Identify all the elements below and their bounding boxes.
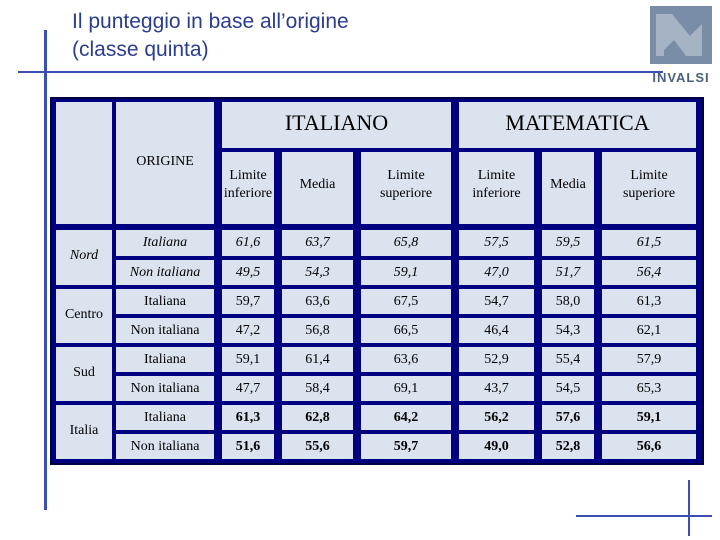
- value-cell: [602, 230, 696, 256]
- group-header-matematica: [459, 102, 696, 148]
- value-text: 56,8: [305, 323, 330, 338]
- value-text: 55,4: [555, 352, 581, 367]
- region-name: Sud: [73, 365, 95, 380]
- origin-cell: [116, 376, 214, 401]
- value-cell: [282, 376, 353, 401]
- value-cell: [542, 376, 594, 401]
- value-cell: [282, 347, 353, 372]
- value-cell: [282, 289, 353, 314]
- title-line-1: Il punteggio in base all’origine: [72, 10, 349, 33]
- value-text: 59,7: [235, 294, 261, 309]
- col-header-line1: Media: [550, 177, 586, 192]
- value-cell: [542, 347, 594, 372]
- value-text: 59,5: [555, 235, 581, 250]
- value-cell: [602, 347, 696, 372]
- origin-cell: [116, 405, 214, 430]
- value-text: 54,3: [305, 265, 330, 280]
- col-header-line1: Limite: [229, 168, 267, 183]
- origin-label: Italiana: [144, 294, 186, 309]
- col-header-2: [361, 152, 451, 224]
- origin-label: Italiana: [144, 410, 186, 425]
- region-cell-nord: [56, 230, 112, 285]
- value-cell: [542, 405, 594, 430]
- value-text: 54,5: [555, 381, 581, 396]
- value-cell: [282, 405, 353, 430]
- col-header-1: [282, 152, 353, 224]
- value-cell: [222, 260, 274, 285]
- value-text: 56,2: [484, 410, 509, 425]
- value-text: 55,6: [305, 439, 330, 454]
- value-cell: [282, 318, 353, 343]
- region-cell-centro: [56, 289, 112, 343]
- value-cell: [361, 230, 451, 256]
- value-text: 61,4: [305, 352, 330, 367]
- value-cell: [542, 289, 594, 314]
- divider-vertical-left: [44, 30, 47, 510]
- col-header-5: [602, 152, 696, 224]
- value-cell: [361, 434, 451, 459]
- corner-cell: [56, 102, 112, 224]
- value-text: 49,5: [235, 265, 261, 280]
- value-cell: [222, 347, 274, 372]
- origin-cell: [116, 434, 214, 459]
- value-cell: [459, 434, 534, 459]
- value-text: 59,7: [393, 439, 419, 454]
- value-text: 59,1: [235, 352, 261, 367]
- value-text: 69,1: [393, 381, 419, 396]
- origin-cell: [116, 230, 214, 256]
- value-cell: [542, 230, 594, 256]
- value-text: 51,6: [235, 439, 261, 454]
- value-text: 47,0: [484, 265, 509, 280]
- value-text: 51,7: [555, 265, 581, 280]
- value-cell: [602, 434, 696, 459]
- value-text: 59,1: [393, 265, 419, 280]
- value-text: 59,1: [636, 410, 662, 425]
- col-header-line1: Media: [299, 177, 336, 192]
- value-cell: [542, 318, 594, 343]
- origin-header: [116, 102, 214, 224]
- value-text: 58,4: [305, 381, 330, 396]
- value-cell: [602, 376, 696, 401]
- col-header-3: [459, 152, 534, 224]
- value-cell: [222, 405, 274, 430]
- value-text: 56,4: [636, 265, 662, 280]
- value-cell: [361, 260, 451, 285]
- value-cell: [361, 405, 451, 430]
- origin-label: Non italiana: [130, 439, 200, 454]
- value-text: 61,5: [636, 235, 662, 250]
- value-text: 61,3: [636, 294, 662, 309]
- value-text: 58,0: [555, 294, 581, 309]
- value-cell: [542, 434, 594, 459]
- value-text: 54,7: [484, 294, 509, 309]
- value-text: 57,5: [484, 235, 509, 250]
- value-text: 62,8: [305, 410, 330, 425]
- value-text: 57,6: [555, 410, 581, 425]
- divider-horizontal-bottom-right: [576, 515, 712, 517]
- value-text: 47,7: [235, 381, 261, 396]
- invalsi-logo: [650, 6, 712, 92]
- value-text: 56,6: [636, 439, 662, 454]
- score-table: [50, 97, 704, 465]
- value-cell: [459, 347, 534, 372]
- value-cell: [361, 289, 451, 314]
- value-cell: [459, 376, 534, 401]
- value-cell: [282, 434, 353, 459]
- origin-label: Italiana: [142, 235, 188, 250]
- group-header-italiano: [222, 102, 451, 148]
- origin-cell: [116, 289, 214, 314]
- value-cell: [361, 347, 451, 372]
- origin-label: Non italiana: [130, 323, 200, 338]
- value-text: 66,5: [393, 323, 419, 338]
- group-header-label: ITALIANO: [284, 110, 389, 135]
- group-header-label: MATEMATICA: [505, 110, 650, 135]
- region-cell-sud: [56, 347, 112, 401]
- value-cell: [602, 260, 696, 285]
- value-text: 46,4: [484, 323, 509, 338]
- origin-label: Italiana: [144, 352, 186, 367]
- col-header-line2: inferiore: [472, 186, 521, 201]
- value-text: 61,3: [235, 410, 261, 425]
- value-text: 49,0: [484, 439, 509, 454]
- value-text: 54,3: [555, 323, 581, 338]
- value-text: 43,7: [484, 381, 509, 396]
- value-cell: [222, 434, 274, 459]
- value-text: 57,9: [636, 352, 662, 367]
- value-text: 61,6: [235, 235, 261, 250]
- logo-text: INVALSI: [652, 70, 710, 85]
- value-cell: [222, 376, 274, 401]
- value-text: 52,8: [555, 439, 581, 454]
- value-cell: [459, 405, 534, 430]
- divider-horizontal-top: [18, 71, 663, 73]
- value-cell: [222, 230, 274, 256]
- region-name: Centro: [64, 307, 104, 322]
- value-cell: [459, 289, 534, 314]
- value-text: 64,2: [393, 410, 419, 425]
- value-text: 63,7: [305, 235, 330, 250]
- value-text: 62,1: [636, 323, 662, 338]
- col-header-0: [222, 152, 274, 224]
- value-text: 63,6: [305, 294, 330, 309]
- value-cell: [602, 318, 696, 343]
- value-text: 47,2: [235, 323, 261, 338]
- value-text: 65,8: [393, 235, 419, 250]
- value-cell: [361, 376, 451, 401]
- value-cell: [602, 405, 696, 430]
- value-text: 52,9: [484, 352, 509, 367]
- value-cell: [222, 289, 274, 314]
- value-text: 67,5: [393, 294, 419, 309]
- region-name: Italia: [69, 423, 99, 438]
- origin-label: Non italiana: [129, 265, 201, 280]
- value-cell: [459, 260, 534, 285]
- origin-cell: [116, 318, 214, 343]
- value-cell: [542, 260, 594, 285]
- title-line-2: (classe quinta): [72, 38, 209, 61]
- origin-label: Non italiana: [130, 381, 200, 396]
- origin-cell: [116, 260, 214, 285]
- value-cell: [459, 230, 534, 256]
- col-header-line2: superiore: [622, 186, 676, 201]
- value-cell: [361, 318, 451, 343]
- region-name: Nord: [69, 248, 99, 263]
- value-cell: [459, 318, 534, 343]
- divider-vertical-bottom-right: [688, 480, 690, 536]
- col-header-line2: inferiore: [223, 186, 273, 201]
- page-title: [72, 8, 349, 64]
- col-header-line1: Limite: [630, 168, 668, 183]
- value-cell: [282, 230, 353, 256]
- value-cell: [282, 260, 353, 285]
- origin-cell: [116, 347, 214, 372]
- value-cell: [602, 289, 696, 314]
- value-text: 65,3: [636, 381, 662, 396]
- origin-header-label: ORIGINE: [136, 154, 194, 169]
- logo-mark-icon: [650, 6, 712, 64]
- value-cell: [222, 318, 274, 343]
- col-header-4: [542, 152, 594, 224]
- col-header-line2: superiore: [379, 186, 433, 201]
- value-text: 63,6: [393, 352, 419, 367]
- col-header-line1: Limite: [387, 168, 425, 183]
- region-cell-italia: [56, 405, 112, 459]
- col-header-line1: Limite: [477, 168, 516, 183]
